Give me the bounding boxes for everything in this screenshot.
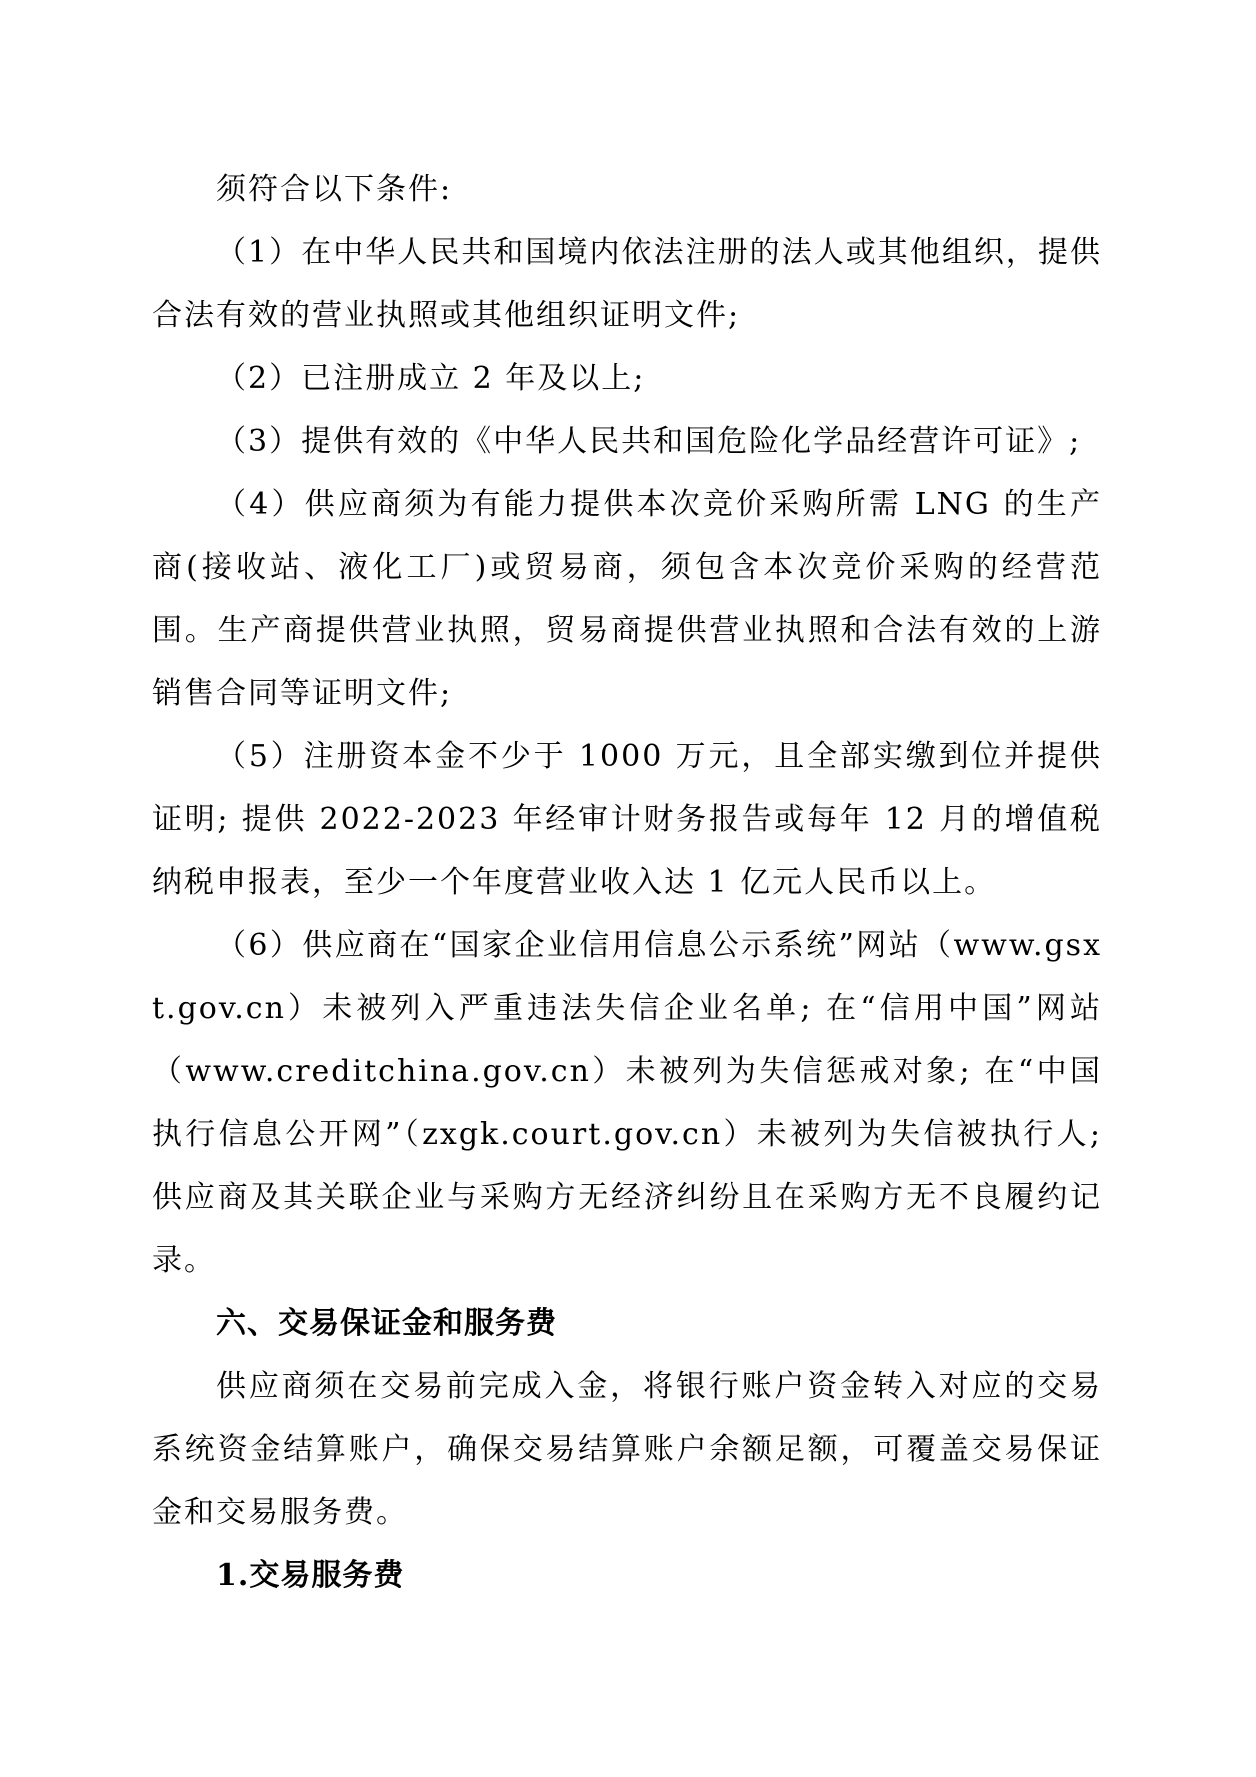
condition-1: （1）在中华人民共和国境内依法注册的法人或其他组织，提供合法有效的营业执照或其他组织证明文件; — [152, 235, 1102, 333]
subheading-service-fee: 1.交易服务费 — [216, 1558, 405, 1593]
condition-3: （3）提供有效的《中华人民共和国危险化学品经营许可证》; — [216, 424, 1082, 459]
intro-line: 须符合以下条件: — [216, 172, 453, 207]
condition-6: （6）供应商在“国家企业信用信息公示系统”网站（www.gsxt.gov.cn）未被列入严重违法失信企业名单; 在“信用中国”网站（www.creditchina.gov.cn）未被列为失信惩戒对象; 在“中国执行信息公开网”（zxgk.court.gov.cn）未被列为失信被执行人; 供应商及其关联企业与采购方无经济纠纷且在采购方无不良履约记录。 — [152, 928, 1102, 1278]
section-paragraph: 供应商须在交易前完成入金，将银行账户资金转入对应的交易系统资金结算账户，确保交易结算账户余额足额，可覆盖交易保证金和交易服务费。 — [152, 1369, 1102, 1530]
document-body — [152, 158, 1102, 1607]
condition-4: （4）供应商须为有能力提供本次竞价采购所需 LNG 的生产商(接收站、液化工厂)或贸易商，须包含本次竞价采购的经营范围。生产商提供营业执照，贸易商提供营业执照和合法有效的上游销售合同等证明文件; — [152, 487, 1102, 711]
condition-5: （5）注册资本金不少于 1000 万元，且全部实缴到位并提供证明; 提供 2022-2023 年经审计财务报告或每年 12 月的增值税纳税申报表，至少一个年度营业收入达 1 亿元人民币以上。 — [152, 739, 1102, 900]
section-heading: 六、交易保证金和服务费 — [216, 1306, 557, 1341]
condition-2: （2）已注册成立 2 年及以上; — [216, 361, 646, 396]
